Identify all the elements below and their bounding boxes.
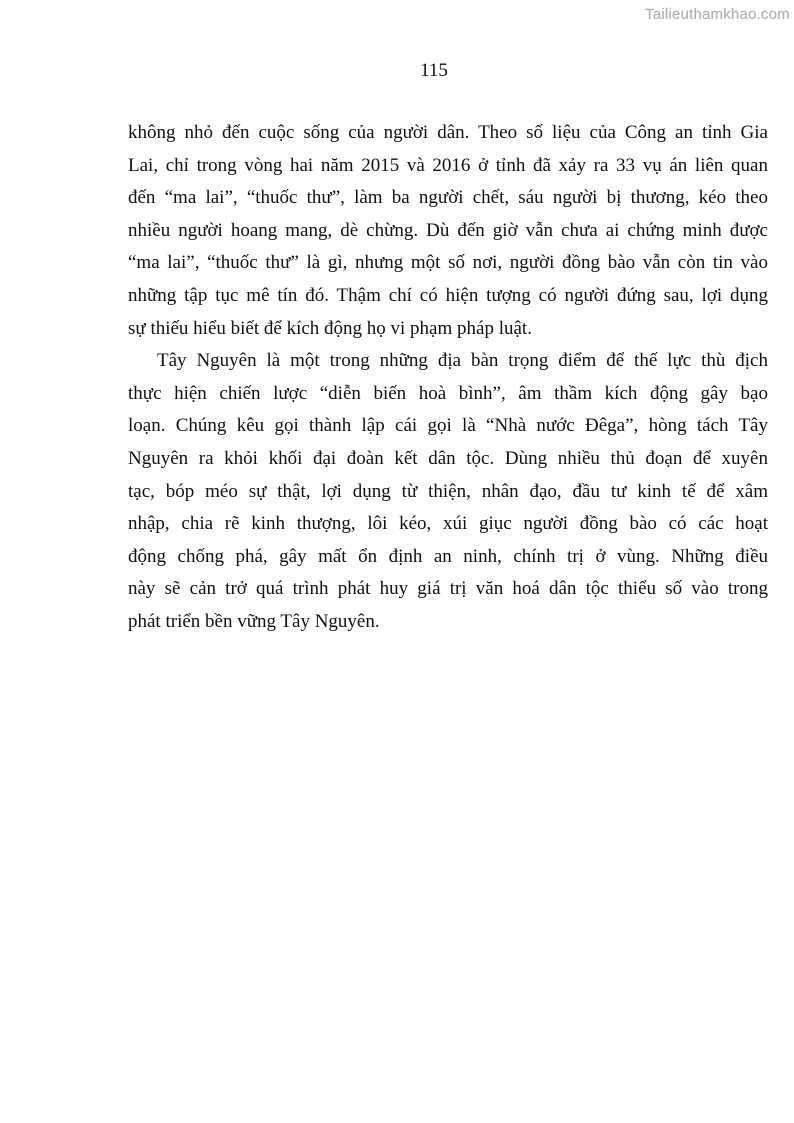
watermark-text: Tailieuthamkhao.com xyxy=(645,6,790,23)
text-line: nhập, chia rẽ kinh thượng, lôi kéo, xúi giục người đồng bào có các hoạt xyxy=(128,513,768,535)
text-line: động chống phá, gây mất ổn định an ninh, chính trị ở vùng. Những điều xyxy=(128,545,768,567)
text-line: phát triển bền vững Tây Nguyên. xyxy=(128,610,380,632)
text-line: không nhỏ đến cuộc sống của người dân. Theo số liệu của Công an tỉnh Gia xyxy=(128,122,768,143)
text-line: loạn. Chúng kêu gọi thành lập cái gọi là “Nhà nước Đêga”, hòng tách Tây xyxy=(128,415,768,437)
text-line: Lai, chỉ trong vòng hai năm 2015 và 2016 ở tỉnh đã xảy ra 33 vụ án liên quan xyxy=(128,154,768,176)
text-line: những tập tục mê tín đó. Thậm chí có hiện tượng có người đứng sau, lợi dụng xyxy=(128,284,768,306)
text-line: Tây Nguyên là một trong những địa bàn trọng điểm để thế lực thù địch xyxy=(157,350,768,372)
text-line: thực hiện chiến lược “diễn biến hoà bình”, âm thầm kích động gây bạo xyxy=(128,382,768,404)
document-body xyxy=(128,117,768,639)
text-line: Nguyên ra khỏi khối đại đoàn kết dân tộc. Dùng nhiều thủ đoạn để xuyên xyxy=(128,447,768,469)
text-line: “ma lai”, “thuốc thư” là gì, nhưng một số nơi, người đồng bào vẫn còn tin vào xyxy=(128,252,768,274)
text-line: này sẽ cản trở quá trình phát huy giá trị văn hoá dân tộc thiểu số vào trong xyxy=(128,578,768,600)
text-line: đến “ma lai”, “thuốc thư”, làm ba người chết, sáu người bị thương, kéo theo xyxy=(128,187,768,209)
text-line: tạc, bóp méo sự thật, lợi dụng từ thiện, nhân đạo, đầu tư kinh tế để xâm xyxy=(128,480,768,502)
text-line: nhiều người hoang mang, dè chừng. Dù đến giờ vẫn chưa ai chứng minh được xyxy=(128,219,768,241)
text-line: sự thiếu hiểu biết để kích động họ vi phạm pháp luật. xyxy=(128,317,532,339)
page-number: 115 xyxy=(420,60,448,81)
